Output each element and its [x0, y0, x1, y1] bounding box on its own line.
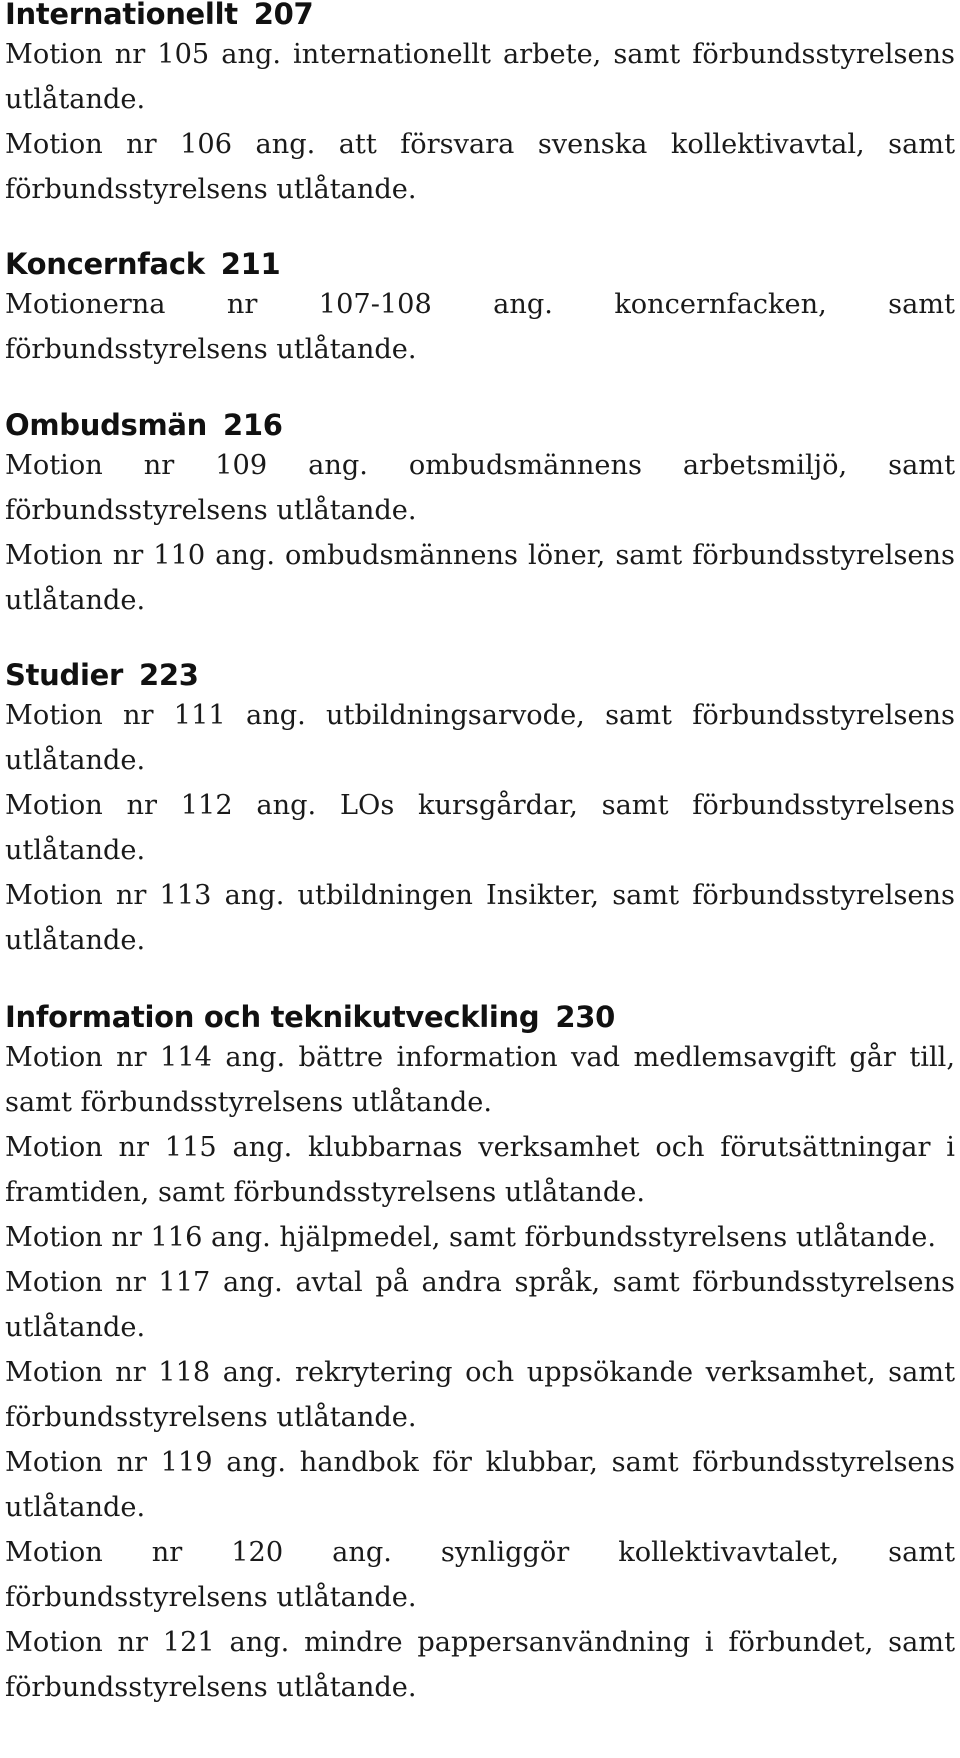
- section-page-number: 223: [138, 658, 199, 692]
- section-title: Studier: [5, 658, 123, 692]
- section-ombudsman: [5, 407, 955, 623]
- section-information-och-teknikutveckling: [5, 999, 955, 1710]
- section-body: [5, 32, 955, 212]
- document-page: [5, 0, 955, 1710]
- motion-entry: Motionerna nr 107-108 ang. koncernfacken, samt förbundsstyrelsens utlåtande.: [5, 289, 955, 365]
- section-title: Internationellt: [5, 0, 238, 31]
- motion-entry: Motion nr 112 ang. LOs kursgårdar, samt förbundsstyrelsens utlåtande.: [5, 790, 955, 866]
- section-heading: [5, 657, 955, 693]
- motion-entry: Motion nr 120 ang. synliggör kollektivavtalet, samt förbundsstyrelsens utlåtande.: [5, 1537, 955, 1613]
- section-studier: [5, 657, 955, 963]
- section-heading: [5, 999, 955, 1035]
- section-heading: [5, 0, 955, 32]
- section-koncernfack: [5, 246, 955, 372]
- motion-entry: Motion nr 118 ang. rekrytering och uppsökande verksamhet, samt förbundsstyrelsens utlåtande.: [5, 1357, 955, 1433]
- motion-entry: Motion nr 114 ang. bättre information vad medlemsavgift går till, samt förbundsstyrelsens utlåtande.: [5, 1042, 955, 1118]
- section-title: Koncernfack: [5, 247, 205, 281]
- section-body: [5, 693, 955, 963]
- section-page-number: 211: [220, 247, 281, 281]
- section-body: [5, 443, 955, 623]
- motion-entry: Motion nr 119 ang. handbok för klubbar, samt förbundsstyrelsens utlåtande.: [5, 1447, 955, 1523]
- motion-entry: Motion nr 117 ang. avtal på andra språk, samt förbundsstyrelsens utlåtande.: [5, 1267, 955, 1343]
- motion-entry: Motion nr 116 ang. hjälpmedel, samt förbundsstyrelsens utlåtande.: [5, 1222, 937, 1253]
- section-title: Information och teknikutveckling: [5, 1000, 540, 1034]
- motion-entry: Motion nr 105 ang. internationellt arbete, samt förbundsstyrelsens utlåtande.: [5, 39, 955, 115]
- section-page-number: 230: [555, 1000, 615, 1034]
- section-page-number: 207: [253, 0, 314, 31]
- motion-entry: Motion nr 113 ang. utbildningen Insikter, samt förbundsstyrelsens utlåtande.: [5, 880, 955, 956]
- section-body: [5, 1035, 955, 1710]
- section-heading: [5, 407, 955, 443]
- section-page-number: 216: [223, 408, 283, 442]
- motion-entry: Motion nr 121 ang. mindre pappersanvändning i förbundet, samt förbundsstyrelsens utlåtande.: [5, 1627, 955, 1703]
- section-internationellt: [5, 0, 955, 212]
- motion-entry: Motion nr 111 ang. utbildningsarvode, samt förbundsstyrelsens utlåtande.: [5, 700, 955, 776]
- motion-entry: Motion nr 109 ang. ombudsmännens arbetsmiljö, samt förbundsstyrelsens utlåtande.: [5, 450, 955, 526]
- section-title: Ombudsmän: [5, 408, 208, 442]
- motion-entry: Motion nr 115 ang. klubbarnas verksamhet och förutsättningar i framtiden, samt förbundsstyrelsens utlåtande.: [5, 1132, 955, 1208]
- motion-entry: Motion nr 106 ang. att försvara svenska kollektivavtal, samt förbundsstyrelsens utlåtande.: [5, 129, 955, 205]
- section-heading: [5, 246, 955, 282]
- motion-entry: Motion nr 110 ang. ombudsmännens löner, samt förbundsstyrelsens utlåtande.: [5, 540, 955, 616]
- section-body: [5, 282, 955, 372]
